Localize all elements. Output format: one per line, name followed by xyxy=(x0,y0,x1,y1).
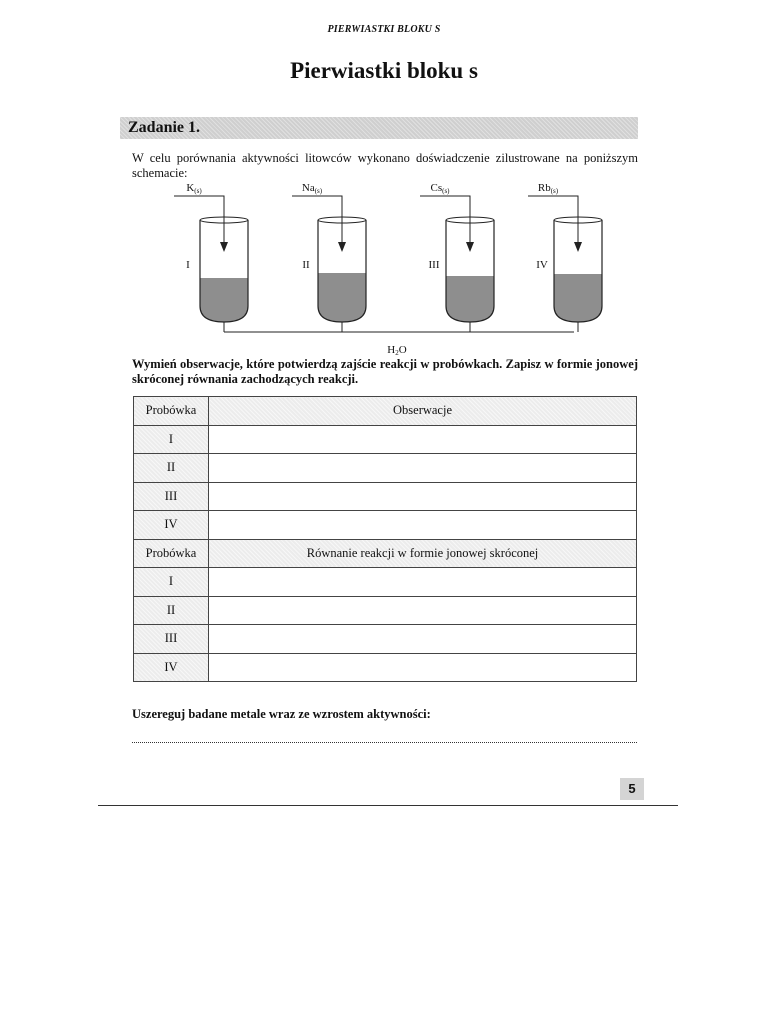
footer-rule xyxy=(98,805,678,806)
table-row xyxy=(134,568,637,597)
metal-label: Cs(s) xyxy=(430,182,450,195)
test-tubes-group xyxy=(174,182,602,332)
equation-answer-cell[interactable] xyxy=(209,596,637,625)
tube-label: IV xyxy=(134,653,209,682)
observation-answer-cell[interactable] xyxy=(209,482,637,511)
observation-answer-cell[interactable] xyxy=(209,511,637,540)
tube-label: I xyxy=(134,425,209,454)
table-row xyxy=(134,653,637,682)
tube-label: III xyxy=(134,625,209,654)
task-header-bar xyxy=(120,117,638,139)
table-row xyxy=(134,596,637,625)
table-row xyxy=(134,482,637,511)
answer-dotted-line[interactable] xyxy=(132,742,637,743)
answer-table xyxy=(133,396,637,682)
equations-header: Równanie reakcji w formie jonowej skróconej xyxy=(209,539,637,568)
water-label: H2O xyxy=(387,344,407,356)
equations-header-row xyxy=(134,539,637,568)
feed-line xyxy=(292,196,342,248)
table-row xyxy=(134,425,637,454)
arrow-down-icon xyxy=(574,242,582,252)
equation-answer-cell[interactable] xyxy=(209,625,637,654)
probowka-header: Probówka xyxy=(134,397,209,426)
experiment-diagram xyxy=(120,176,640,356)
task-intro-text: W celu porównania aktywności litowców wykonano doświadczenie zilustrowane na poniższym schemacie: xyxy=(132,151,638,180)
arrow-down-icon xyxy=(466,242,474,252)
table-row xyxy=(134,625,637,654)
tube-numeral: III xyxy=(428,259,440,271)
arrow-down-icon xyxy=(338,242,346,252)
metal-label: K(s) xyxy=(186,182,202,195)
observations-header: Obserwacje xyxy=(209,397,637,426)
page-number: 5 xyxy=(620,778,644,800)
equation-answer-cell[interactable] xyxy=(209,568,637,597)
task-instruction: Wymień obserwacje, które potwierdzą zajście reakcji w probówkach. Zapisz w formie jonowej skróconej równania zachodzących reakcji. xyxy=(132,357,638,386)
tube-numeral: II xyxy=(302,259,310,271)
observation-answer-cell[interactable] xyxy=(209,425,637,454)
table-row xyxy=(134,511,637,540)
tube-label: IV xyxy=(134,511,209,540)
liquid-fill xyxy=(200,278,248,322)
liquid-fill xyxy=(446,276,494,322)
page-title: Pierwiastki bloku s xyxy=(290,58,478,83)
arrow-down-icon xyxy=(220,242,228,252)
probowka-header: Probówka xyxy=(134,539,209,568)
liquid-fill xyxy=(554,274,602,322)
observation-answer-cell[interactable] xyxy=(209,454,637,483)
equation-answer-cell[interactable] xyxy=(209,653,637,682)
metal-label: Rb(s) xyxy=(537,182,559,195)
feed-line xyxy=(420,196,470,248)
ranking-prompt: Uszereguj badane metale wraz ze wzrostem aktywności: xyxy=(132,707,431,721)
tube-label: I xyxy=(134,568,209,597)
tube-numeral: IV xyxy=(536,259,548,271)
liquid-fill xyxy=(318,273,366,322)
task-title: Zadanie 1. xyxy=(128,119,201,136)
tube-label: II xyxy=(134,454,209,483)
running-header: PIERWIASTKI BLOKU S xyxy=(327,24,441,35)
tube-label: III xyxy=(134,482,209,511)
tube-label: II xyxy=(134,596,209,625)
observations-header-row xyxy=(134,397,637,426)
table-row xyxy=(134,454,637,483)
feed-line xyxy=(528,196,578,248)
feed-line xyxy=(174,196,224,248)
metal-label: Na(s) xyxy=(301,182,323,195)
tube-numeral: I xyxy=(186,259,190,271)
